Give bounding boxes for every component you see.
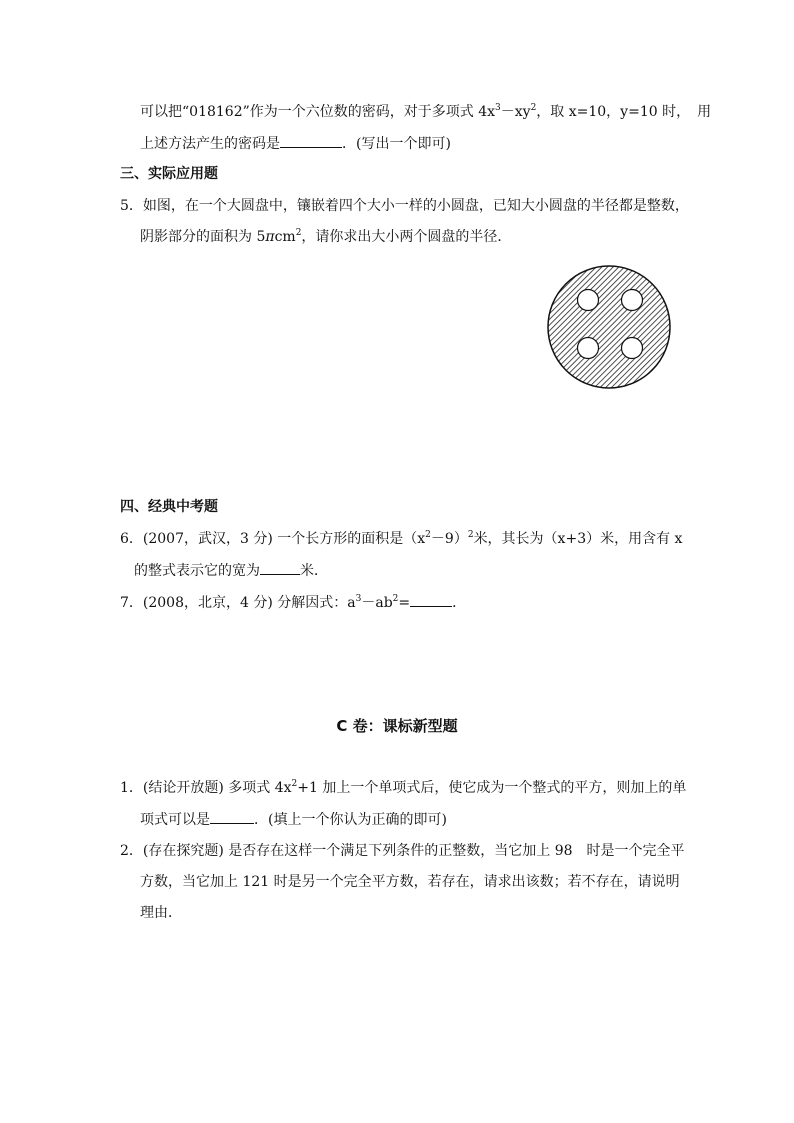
circle-figure bbox=[544, 262, 674, 392]
hatched-disc-with-four-holes-icon bbox=[544, 262, 674, 396]
answer-blank[interactable] bbox=[410, 592, 452, 607]
answer-blank[interactable] bbox=[280, 133, 342, 148]
answer-blank[interactable] bbox=[210, 809, 254, 824]
c2-line-2: 方数，当它加上 121 时是另一个完全平方数，若存在，请求出该数；若不存在，请说明 bbox=[140, 874, 680, 890]
q5-line-2: 阴影部分的面积为 5πcm$^2$，请你求出大小两个圆盘的半径． bbox=[140, 228, 512, 245]
section-title-applied: 三、实际应用题 bbox=[120, 166, 218, 182]
large-disc bbox=[548, 266, 670, 388]
small-disc bbox=[622, 290, 643, 311]
q5-line-1: 5．如图，在一个大圆盘中，镶嵌着四个大小一样的小圆盘，已知大小圆盘的半径都是整数， bbox=[120, 198, 689, 214]
c2-line-1: 2．(存在探究题) 是否存在这样一个满足下列条件的正整数，当它加上 98 时是一个完全平 bbox=[120, 843, 685, 859]
c2-line-3: 理由． bbox=[140, 905, 182, 921]
c1-line-1: 1．(结论开放题) 多项式 $4x^2+1$ 加上一个单项式后，使它成为一个整式的平方，则加上的单 bbox=[120, 779, 687, 796]
q4-line-1: 可以把“018162”作为一个六位数的密码，对于多项式 $4x^3-xy^2$，取 x=10，y=10 时， 用 bbox=[140, 103, 712, 120]
section-title-exam: 四、经典中考题 bbox=[120, 499, 218, 515]
c1-line-2: 项式可以是 ．(填上一个你认为正确的即可) bbox=[140, 809, 447, 830]
answer-blank[interactable] bbox=[260, 560, 300, 575]
small-disc bbox=[622, 338, 643, 359]
q4-line-2: 上述方法产生的密码是 ．(写出一个即可) bbox=[140, 133, 451, 154]
section-title-c: C 卷：课标新型题 bbox=[336, 717, 458, 735]
q6-line-2: 的整式表示它的宽为 米． bbox=[134, 560, 328, 581]
q7-line-1: 7．(2008，北京，4 分) 分解因式：$a^3-ab^2=$ ． bbox=[120, 594, 467, 611]
small-disc bbox=[578, 290, 599, 311]
small-disc bbox=[578, 338, 599, 359]
q6-line-1: 6．(2007，武汉，3 分) 一个长方形的面积是$(x^2-9)^2$米，其长为（x+3）米，用含有 x bbox=[120, 530, 683, 547]
